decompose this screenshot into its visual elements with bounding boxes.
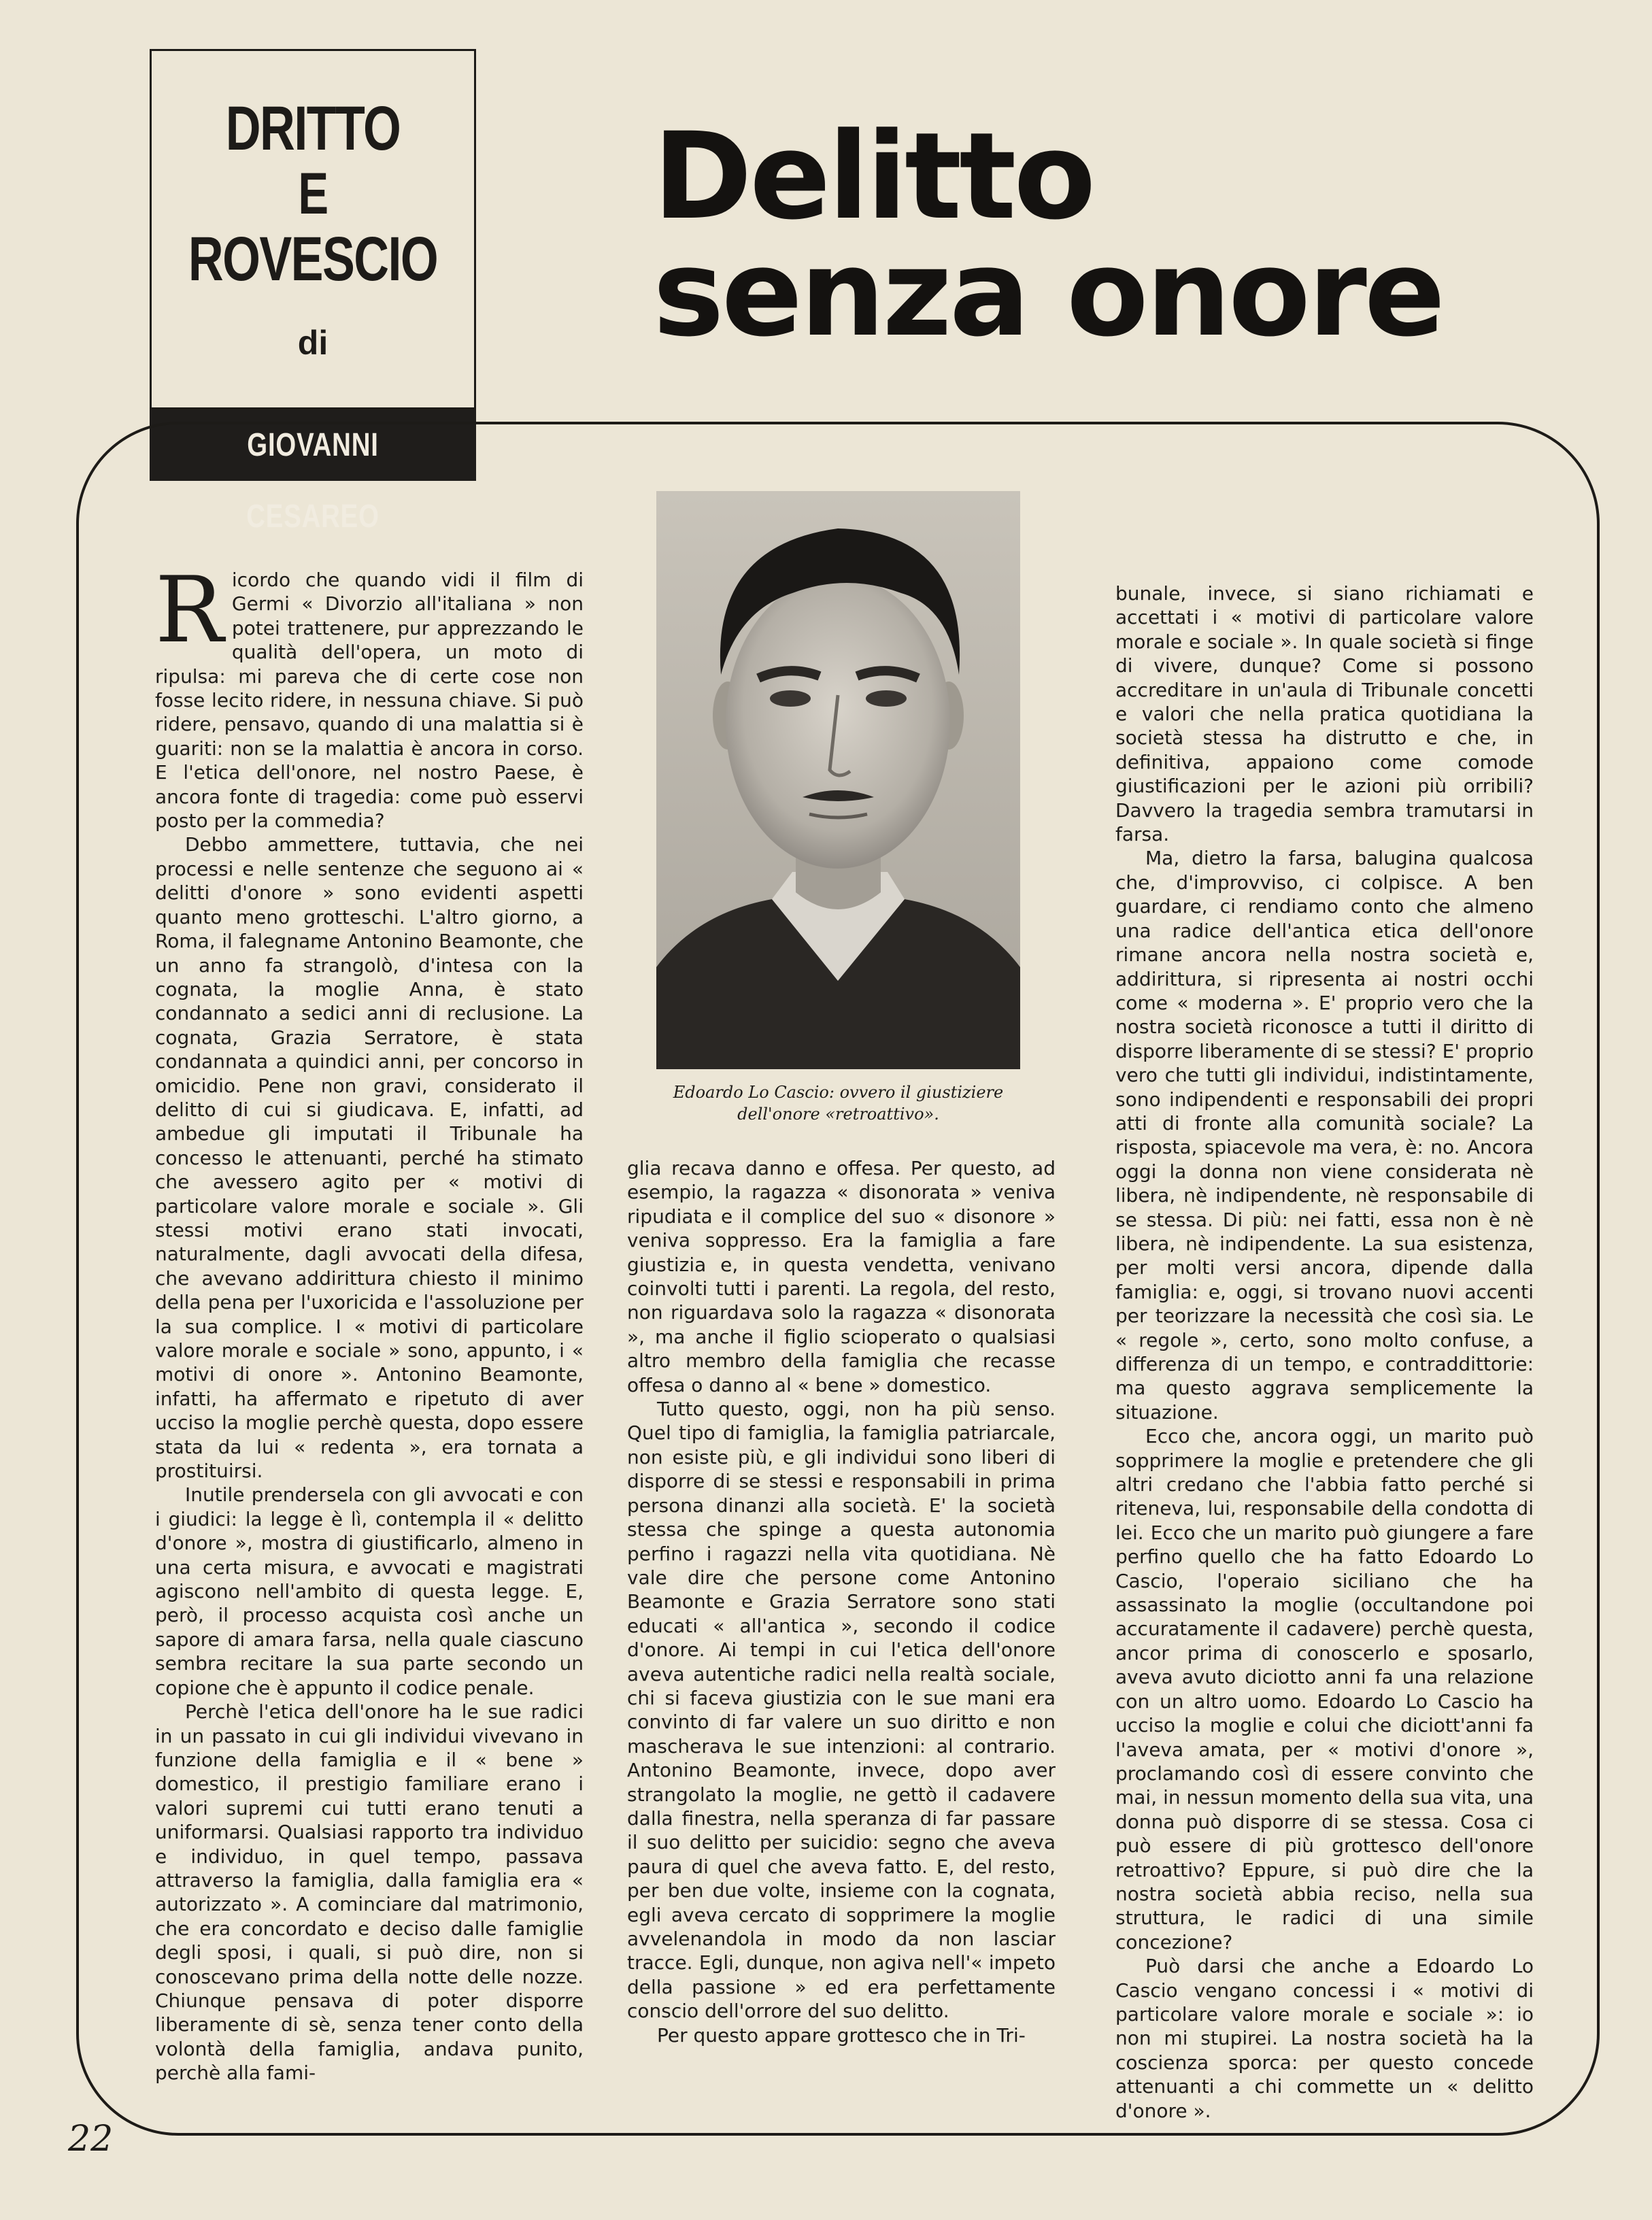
paragraph: Ricordo che quando vidi il film di Germi « Divorzio all'italiana » non potei trattenere, pur apprezzando le qualità dell'opera, un moto di ripulsa: mi pareva che di certe cose non fosse lecito ridere, in nessuna chiave. Si può ridere, pensavo, quando di una malattia si è guariti: non se la malattia è ancora in corso. E l'etica dell'onore, nel nostro Paese, è ancora fonte di tragedia: come può esservi posto per la commedia? xyxy=(155,557,584,832)
paragraph: Ma, dietro la farsa, balugina qualcosa che, d'improvviso, ci colpisce. A ben guardare, ci rendiamo conto che almeno una radice dell'antica etica dell'onore rimane ancora nella nostra società e, addirittura, si ripresenta ai nostri occhi come « moderna ». E' proprio vero che la nostra società riconosce a tutti il diritto di disporre liberamente di se stessi? E' proprio vero che tutti gli individui, indistintamente, sono indipendenti e responsabili dei propri atti di fronte alla comunità sociale? La risposta, spiacevole ma vera, è: no. Ancora oggi la donna non viene considerata nè libera, nè indipendente, nè responsabile di se stessa. Di più: nei fatti, essa non è nè libera, nè indipendente. La sua esistenza, per molti versi ancora, dipende dalla famiglia: e, oggi, si trovano nuovi accenti per teorizzare la necessità che così sia. Le « regole », certo, sono molto confuse, a differenza di un tempo, e contraddittorie: ma questo aggrava semplicemente la situazione. xyxy=(1115,847,1534,1424)
portrait-image xyxy=(656,491,1020,1069)
article-column-2 xyxy=(627,1156,1056,2047)
paragraph: bunale, invece, si siano richiamati e accettati i « motivi di particolare valore morale e sociale ». In quale società si finge di vivere, dunque? Come si possono accreditare in un'aula di Tribunale concetti e valori che nella pratica quotidiana la società stessa ha distrutto e che, in definitiva, appaiono come comode giustificazioni per le azioni più orribili? Davvero la tragedia sembra tramutarsi in farsa. xyxy=(1115,582,1534,846)
portrait-photo xyxy=(656,491,1020,1069)
rubric-by: di xyxy=(297,324,328,362)
column-rubric-box xyxy=(150,49,476,409)
rubric-title-e: E xyxy=(298,161,328,226)
article-column-3 xyxy=(1115,582,1534,2123)
author-name: GIOVANNI CESAREO xyxy=(246,427,380,535)
page-number: 22 xyxy=(68,2119,114,2159)
paragraph: glia recava danno e offesa. Per questo, ad esempio, la ragazza « disonorata » veniva ripudiata e il complice del suo « disonore » veniva soppresso. Era la famiglia a fare giustizia e, in questa vendetta, venivano coinvolti tutti i parenti. La regola, del resto, non riguardava solo la ragazza « disonorata », ma anche il figlio scioperato o qualsiasi altro membro della famiglia che recasse offesa o danno al « bene » domestico. xyxy=(627,1157,1056,1396)
rubric-title-rovescio: ROVESCIO xyxy=(188,224,438,294)
paragraph: Per questo appare grottesco che in Tri- xyxy=(657,2023,1026,2047)
paragraph: Tutto questo, oggi, non ha più senso. Quel tipo di famiglia, la famiglia patriarcale, non esiste più, e gli individui sono liberi di disporre di se stessi e responsabili in prima persona dinanzi alla società. E' la società stessa che spinge a questa autonomia perfino i ragazzi nella vita quotidiana. Nè vale dire che persone come Antonino Beamonte e Grazia Serratore sono stati educati « all'antica », secondo il codice d'onore. Ai tempi in cui l'etica dell'onore aveva autentiche radici nella realtà sociale, chi si faceva giustizia con le sue mani era convinto di far valere un suo diritto e non mascherava le sue intenzioni: al contrario. Antonino Beamonte, invece, dopo aver strangolato la moglie, ne gettò il cadavere dalla finestra, nella speranza di far passare il suo delitto per suicidio: segno che aveva paura di quel che aveva fatto. E, del resto, per ben due volte, insieme con la cognata, egli aveva cercato di sopprimere la moglie avvelenandola in modo da non lasciar tracce. Egli, dunque, non agiva nell'« impeto della passione » ed era perfettamente conscio dell'orrore del suo delitto. xyxy=(627,1398,1056,2023)
photo-caption: Edoardo Lo Cascio: ovvero il giustiziere dell'onore «retroattivo». xyxy=(673,1083,1004,1124)
paragraph: Debbo ammettere, tuttavia, che nei processi e nelle sentenze che seguono ai « delitti d'onore » sono evidenti aspetti quanto meno grotteschi. L'altro giorno, a Roma, il falegname Antonino Beamonte, che un anno fa strangolò, d'intesa con la cognata, la moglie Anna, è stato condannato a sedici anni di reclusione. La cognata, Grazia Serratore, è stata condannata a quindici anni, per concorso in omicidio. Pene non gravi, considerato il delitto di cui si giudicava. E, infatti, ad ambedue gli imputati il Tribunale ha concesso le attenuanti, perché ha stimato che avessero agito per « motivi di particolare valore morale e sociale ». Gli stessi motivi erano stati invocati, naturalmente, dagli avvocati della difesa, che avevano addirittura chiesto il minimo della pena per l'uxoricida e l'assoluzione per la sua complice. I « motivi di particolare valore morale e sociale » sono, appunto, i « motivi di onore ». Antonino Beamonte, infatti, ha affermato e ripetuto di aver ucciso la moglie perchè questa, dopo essere stata da lui « redenta », era tornata a prostituirsi. xyxy=(155,833,584,1483)
paragraph: Può darsi che anche a Edoardo Lo Cascio vengano concessi i « motivi di particolare valore morale e sociale »: io non mi stupirei. La nostra società ha la coscienza sporca: per questo concede attenuanti a chi commette un « delitto d'onore ». xyxy=(1115,1955,1534,2122)
paragraph: Perchè l'etica dell'onore ha le sue radici in un passato in cui gli individui vivevano in funzione della famiglia e il « bene » domestico, il prestigio familiare erano i valori supremi cui tutti erano tenuti a uniformarsi. Qualsiasi rapporto tra individuo e individuo, in quel tempo, passava attraverso la famiglia, dalla famiglia era « autorizzato ». A cominciare dal matrimonio, che era concordato e deciso dalle famiglie degli sposi, i quali, si può dire, non si conoscevano prima della notte delle nozze. Chiunque pensava di poter disporre liberamente di sè, senza tener conto della volontà della famiglia, andava punito, perchè alla fami- xyxy=(155,1700,584,2085)
headline-line-1: Delitto xyxy=(653,107,1094,246)
paragraph: Inutile prendersela con gli avvocati e con i giudici: la legge è lì, contempla il « delitto d'onore », mostra di giustificarlo, almeno in una certa misura, e avvocati e magistrati agiscono nell'ambito di questa legge. E, però, il processo acquista così anche un sapore di amara farsa, nella quale ciascuno sembra recitare la sua parte secondo un copione che è appunto il codice penale. xyxy=(155,1483,584,1699)
headline-line-2: senza onore xyxy=(653,224,1443,363)
paragraph: Ecco che, ancora oggi, un marito può sopprimere la moglie e pretendere che gli altri credano che l'abbia fatto perché si riteneva, lui, responsabile della condotta di lei. Ecco che un marito può giungere a fare perfino quello che ha fatto Edoardo Lo Cascio, l'operaio siciliano che ha assassinato la moglie (occultandone poi accuratamente il cadavere) perchè questa, ancor prima di conoscerlo e sposarlo, aveva avuto diciotto anni fa una relazione con un altro uomo. Edoardo Lo Cascio ha ucciso la moglie e colui che diciott'anni fa l'aveva amata, per « motivi d'onore », proclamando così di essere convinto che mai, in nessun momento della sua vita, una donna può disporre di se stessa. Cosa ci può essere di più grottesco dell'onore retroattivo? Eppure, si può dire che la nostra società abbia reciso, nella sua struttura, le radici di una simile concezione? xyxy=(1115,1425,1534,1953)
drop-cap: R xyxy=(155,557,224,663)
article-headline xyxy=(653,107,1537,363)
article-column-1 xyxy=(155,557,584,2085)
rubric-title-dritto: DRITTO xyxy=(225,94,401,163)
